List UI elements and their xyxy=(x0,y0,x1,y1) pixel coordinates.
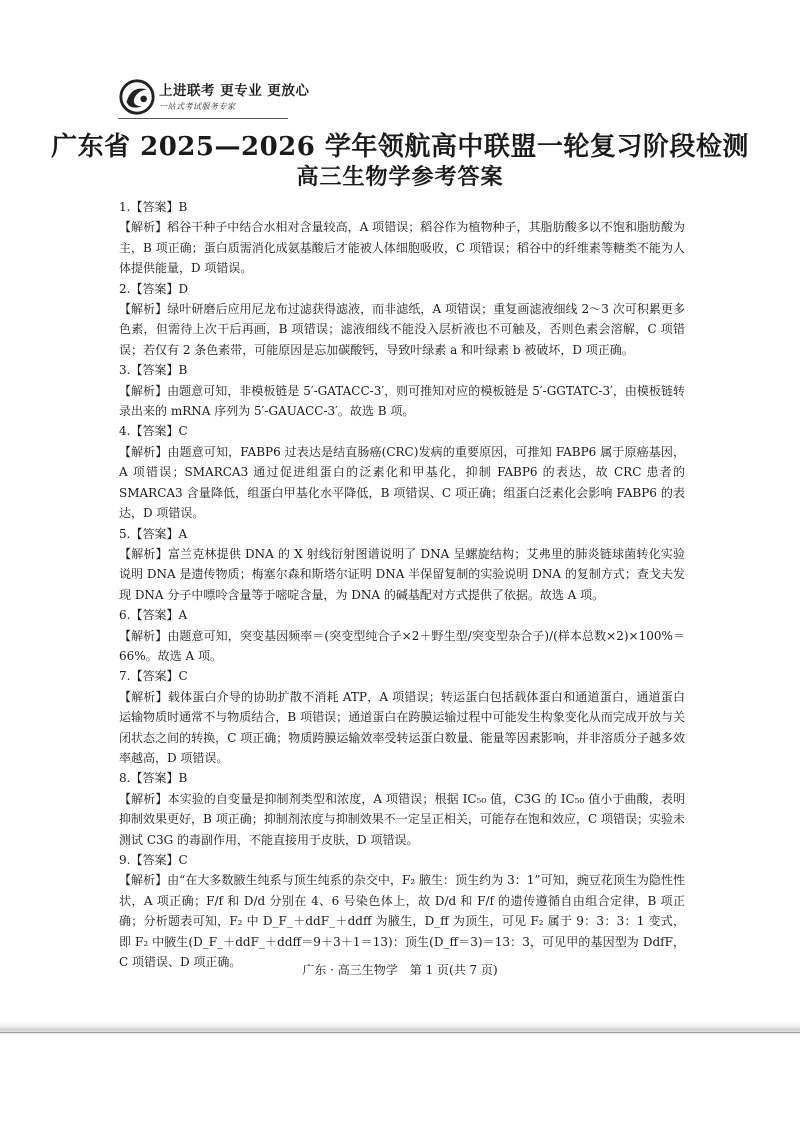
scan-edge-line xyxy=(0,1032,800,1033)
scan-edge-band xyxy=(0,1022,800,1036)
answer-key: 8.【答案】B xyxy=(119,771,188,786)
answer-explanation: 【解析】绿叶研磨后应用尼龙布过滤获得滤液，而非滤纸，A 项错误；重复画滤液细线 2～3 次可积累更多色素，但需待上次干后再画，B 项错误；滤液细线不能没入层析液也不可触及，否则色素会溶解，C 项错误；若仅有 2 条色素带，可能原因是忘加碳酸钙，导致叶绿素 a 和叶绿素 b 被破坏，D 项正确。 xyxy=(119,302,685,357)
answer-explanation: 【解析】由题意可知，FABP6 过表达是结直肠癌(CRC)发病的重要原因，可推知 FABP6 属于原癌基因，A 项错误；SMARCA3 通过促进组蛋白的泛素化和甲基化，抑制 FABP6 的表达，故 CRC 患者的 SMARCA3 含量降低，组蛋白甲基化水平降低，B 项错误、C 项正确；组蛋白泛素化会影响 FABP6 的表达，D 项错误。 xyxy=(119,444,685,521)
document-title: 广东省 2025—2026 学年领航高中联盟一轮复习阶段检测 xyxy=(51,132,749,162)
answer-item-1 xyxy=(119,197,685,279)
logo-subtitle: 一站式考试服务专家 xyxy=(159,101,236,111)
answer-key: 9.【答案】C xyxy=(119,853,188,867)
answer-key: 7.【答案】C xyxy=(119,669,188,684)
answer-item-7 xyxy=(119,666,685,768)
answer-explanation: 【解析】载体蛋白介导的协助扩散不消耗 ATP，A 项错误；转运蛋白包括载体蛋白和通道蛋白，通道蛋白运输物质时通常不与物质结合，B 项错误；通道蛋白在跨膜运输过程中可能发生构象变化从而完成开放与关闭状态之间的转换，C 项正确；物质跨膜运输效率受转运蛋白数量、能量等因素影响，并非溶质分子越多效率越高，D 项错误。 xyxy=(119,689,685,765)
answer-explanation: 【解析】由“在大多数腋生纯系与顶生纯系的杂交中，F₂ 腋生：顶生约为 3：1”可知，豌豆花顶生为隐性性状，A 项正确；F/f 和 D/d 分别在 4、6 号染色体上，故 D/d 和 F/f 的遗传遵循自由组合定律，B 项正确；分析题表可知，F₂ 中 D_F_＋ddF_＋ddff 为腋生，D_ff 为顶生，可见 F₂ 属于 9：3：3：1 变式，即 F₂ 中腋生(D_F_＋ddF_＋ddff＝9＋3＋1＝13)：顶生(D_ff＝3)＝13：3，可见甲的基因型为 DdfF，C 项错误、D 项正确。 xyxy=(119,873,685,970)
answer-item-8 xyxy=(119,768,685,850)
answer-explanation: 【解析】由题意可知，突变基因频率＝(突变型纯合子×2＋野生型/突变型杂合子)/(样本总数×2)×100%＝66%。故选 A 项。 xyxy=(119,628,685,663)
logo-divider xyxy=(118,118,288,119)
answer-list xyxy=(119,197,685,972)
logo-swirl-icon xyxy=(118,78,156,116)
document-subtitle: 高三生物学参考答案 xyxy=(296,165,504,190)
brand-logo xyxy=(118,78,309,116)
answer-key: 5.【答案】A xyxy=(119,526,188,541)
page-footer: 广东 · 高三生物学 第 1 页(共 7 页) xyxy=(302,963,498,977)
answer-key: 1.【答案】B xyxy=(119,200,188,214)
answer-explanation: 【解析】富兰克林提供 DNA 的 X 射线衍射图谱说明了 DNA 呈螺旋结构；艾弗里的肺炎链球菌转化实验说明 DNA 是遗传物质；梅塞尔森和斯塔尔证明 DNA 半保留复制的实验说明 DNA 的复制方式；查戈夫发现 DNA 分子中嘌呤含量等于嘧啶含量，为 DNA 的碱基配对方式提供了依据。故选 A 项。 xyxy=(119,546,685,602)
answer-item-3 xyxy=(119,360,685,421)
logo-text xyxy=(159,83,309,112)
answer-key: 2.【答案】D xyxy=(119,281,189,296)
answer-explanation: 【解析】稻谷干种子中结合水相对含量较高，A 项错误；稻谷作为植物种子，其脂肪酸多以不饱和脂肪酸为主，B 项正确；蛋白质需消化成氨基酸后才能被人体细胞吸收，C 项错误；稻谷中的纤维素等糖类不能为人体提供能量，D 项错误。 xyxy=(119,220,685,276)
logo-slogan: 上进联考 更专业 更放心 xyxy=(159,82,310,99)
answer-item-2 xyxy=(119,279,685,361)
answer-item-4 xyxy=(119,421,685,523)
answer-item-9 xyxy=(119,850,685,972)
answer-item-5 xyxy=(119,524,685,606)
answer-item-6 xyxy=(119,605,685,666)
answer-explanation: 【解析】由题意可知，非模板链是 5′-GATACC-3′，则可推知对应的模板链是 5′-GGTATC-3′，由模板链转录出来的 mRNA 序列为 5′-GAUACC-3′。故选 B 项。 xyxy=(119,383,685,419)
answer-key: 4.【答案】C xyxy=(119,424,188,439)
answer-key: 3.【答案】B xyxy=(119,363,188,378)
answer-key: 6.【答案】A xyxy=(119,608,188,623)
answer-explanation: 【解析】本实验的自变量是抑制剂类型和浓度，A 项错误；根据 IC₅₀ 值，C3G 的 IC₅₀ 值小于曲酸，表明抑制效果更好，B 项正确；抑制剂浓度与抑制效果不一定呈正相关，可能存在饱和效应，C 项错误；实验未测试 C3G 的毒副作用，不能直接用于皮肤，D 项错误。 xyxy=(119,791,685,847)
